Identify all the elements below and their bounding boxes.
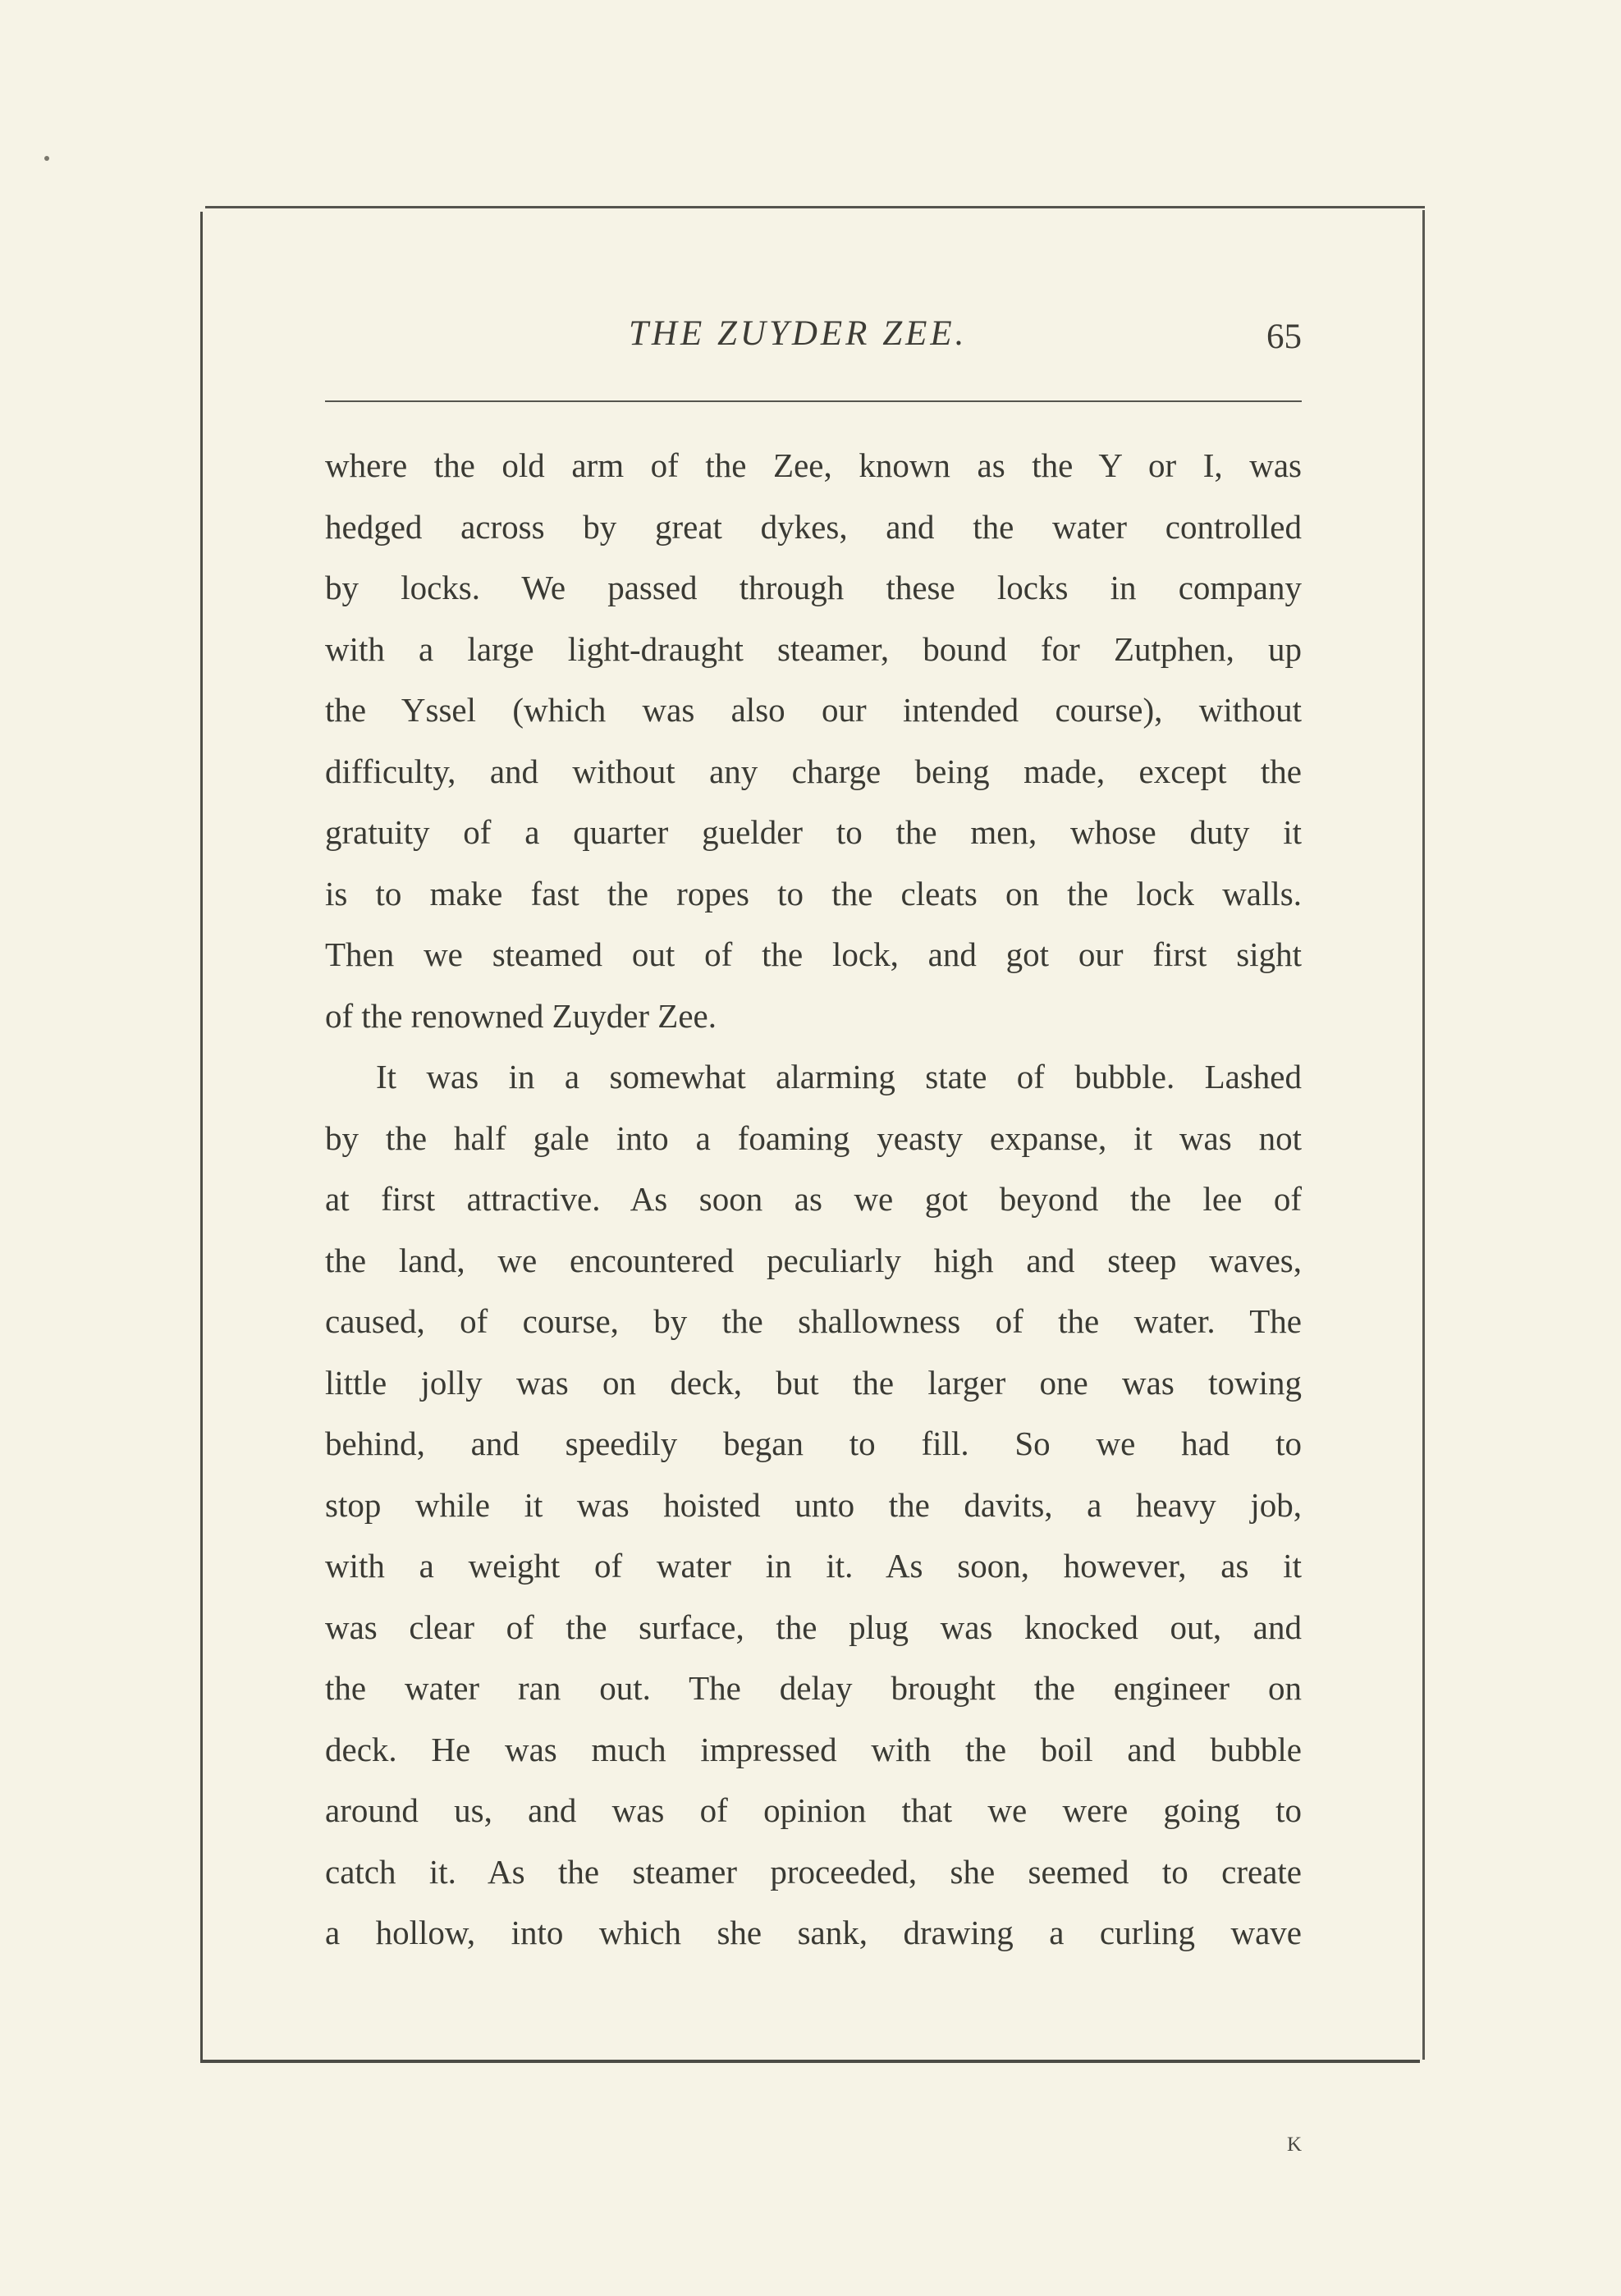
text-line: catch it. As the steamer proceeded, she seemed to create [325, 1852, 1302, 1891]
signature-mark: K [1287, 2134, 1303, 2156]
body-text [325, 435, 1302, 1964]
paper-speck [44, 156, 49, 161]
running-title: THE ZUYDER ZEE. [629, 314, 968, 353]
text-line: was clear of the surface, the plug was knocked out, and [325, 1608, 1302, 1646]
text-line: the water ran out. The delay brought the engineer on [325, 1669, 1302, 1707]
text-line: deck. He was much impressed with the boil and bubble [325, 1730, 1302, 1768]
header-rule [325, 400, 1302, 402]
text-line: the Yssel (which was also our intended course), without [325, 691, 1302, 729]
text-line: with a weight of water in it. As soon, however, as it [325, 1547, 1302, 1585]
page-number: 65 [1266, 318, 1302, 356]
text-line: where the old arm of the Zee, known as the Y or I, was [325, 446, 1302, 484]
text-line-paragraph-start: It was in a somewhat alarming state of bubble. Lashed [376, 1058, 1302, 1095]
text-line: by locks. We passed through these locks in company [325, 569, 1302, 606]
text-line: Then we steamed out of the lock, and got our first sight [325, 935, 1302, 973]
text-line: around us, and was of opinion that we were going to [325, 1791, 1302, 1829]
text-line: hedged across by great dykes, and the water controlled [325, 507, 1302, 546]
text-line: at first attractive. As soon as we got beyond the lee of [325, 1180, 1302, 1218]
text-line: with a large light-draught steamer, bound for Zutphen, up [325, 629, 1302, 668]
frame-right-rule [1422, 210, 1425, 2060]
text-line: stop while it was hoisted unto the davits, a heavy job, [325, 1485, 1302, 1524]
text-line: by the half gale into a foaming yeasty expanse, it was not [325, 1118, 1302, 1157]
text-line: little jolly was on deck, but the larger one was towing [325, 1363, 1302, 1402]
text-line: a hollow, into which she sank, drawing a curling wave [325, 1914, 1302, 1951]
text-line: caused, of course, by the shallowness of the water. The [325, 1302, 1302, 1340]
text-line: is to make fast the ropes to the cleats on the lock walls. [325, 874, 1302, 912]
text-line: gratuity of a quarter guelder to the men, whose duty it [325, 813, 1302, 851]
text-line: of the renowned Zuyder Zee. [325, 996, 717, 1035]
frame-left-rule [200, 212, 203, 2061]
frame-top-rule [205, 206, 1425, 208]
text-line: behind, and speedily began to fill. So we had to [325, 1425, 1302, 1462]
text-line: difficulty, and without any charge being made, except the [325, 752, 1302, 790]
text-line: the land, we encountered peculiarly high and steep waves, [325, 1241, 1302, 1279]
running-head [325, 313, 1302, 363]
frame-bottom-rule [200, 2060, 1420, 2063]
